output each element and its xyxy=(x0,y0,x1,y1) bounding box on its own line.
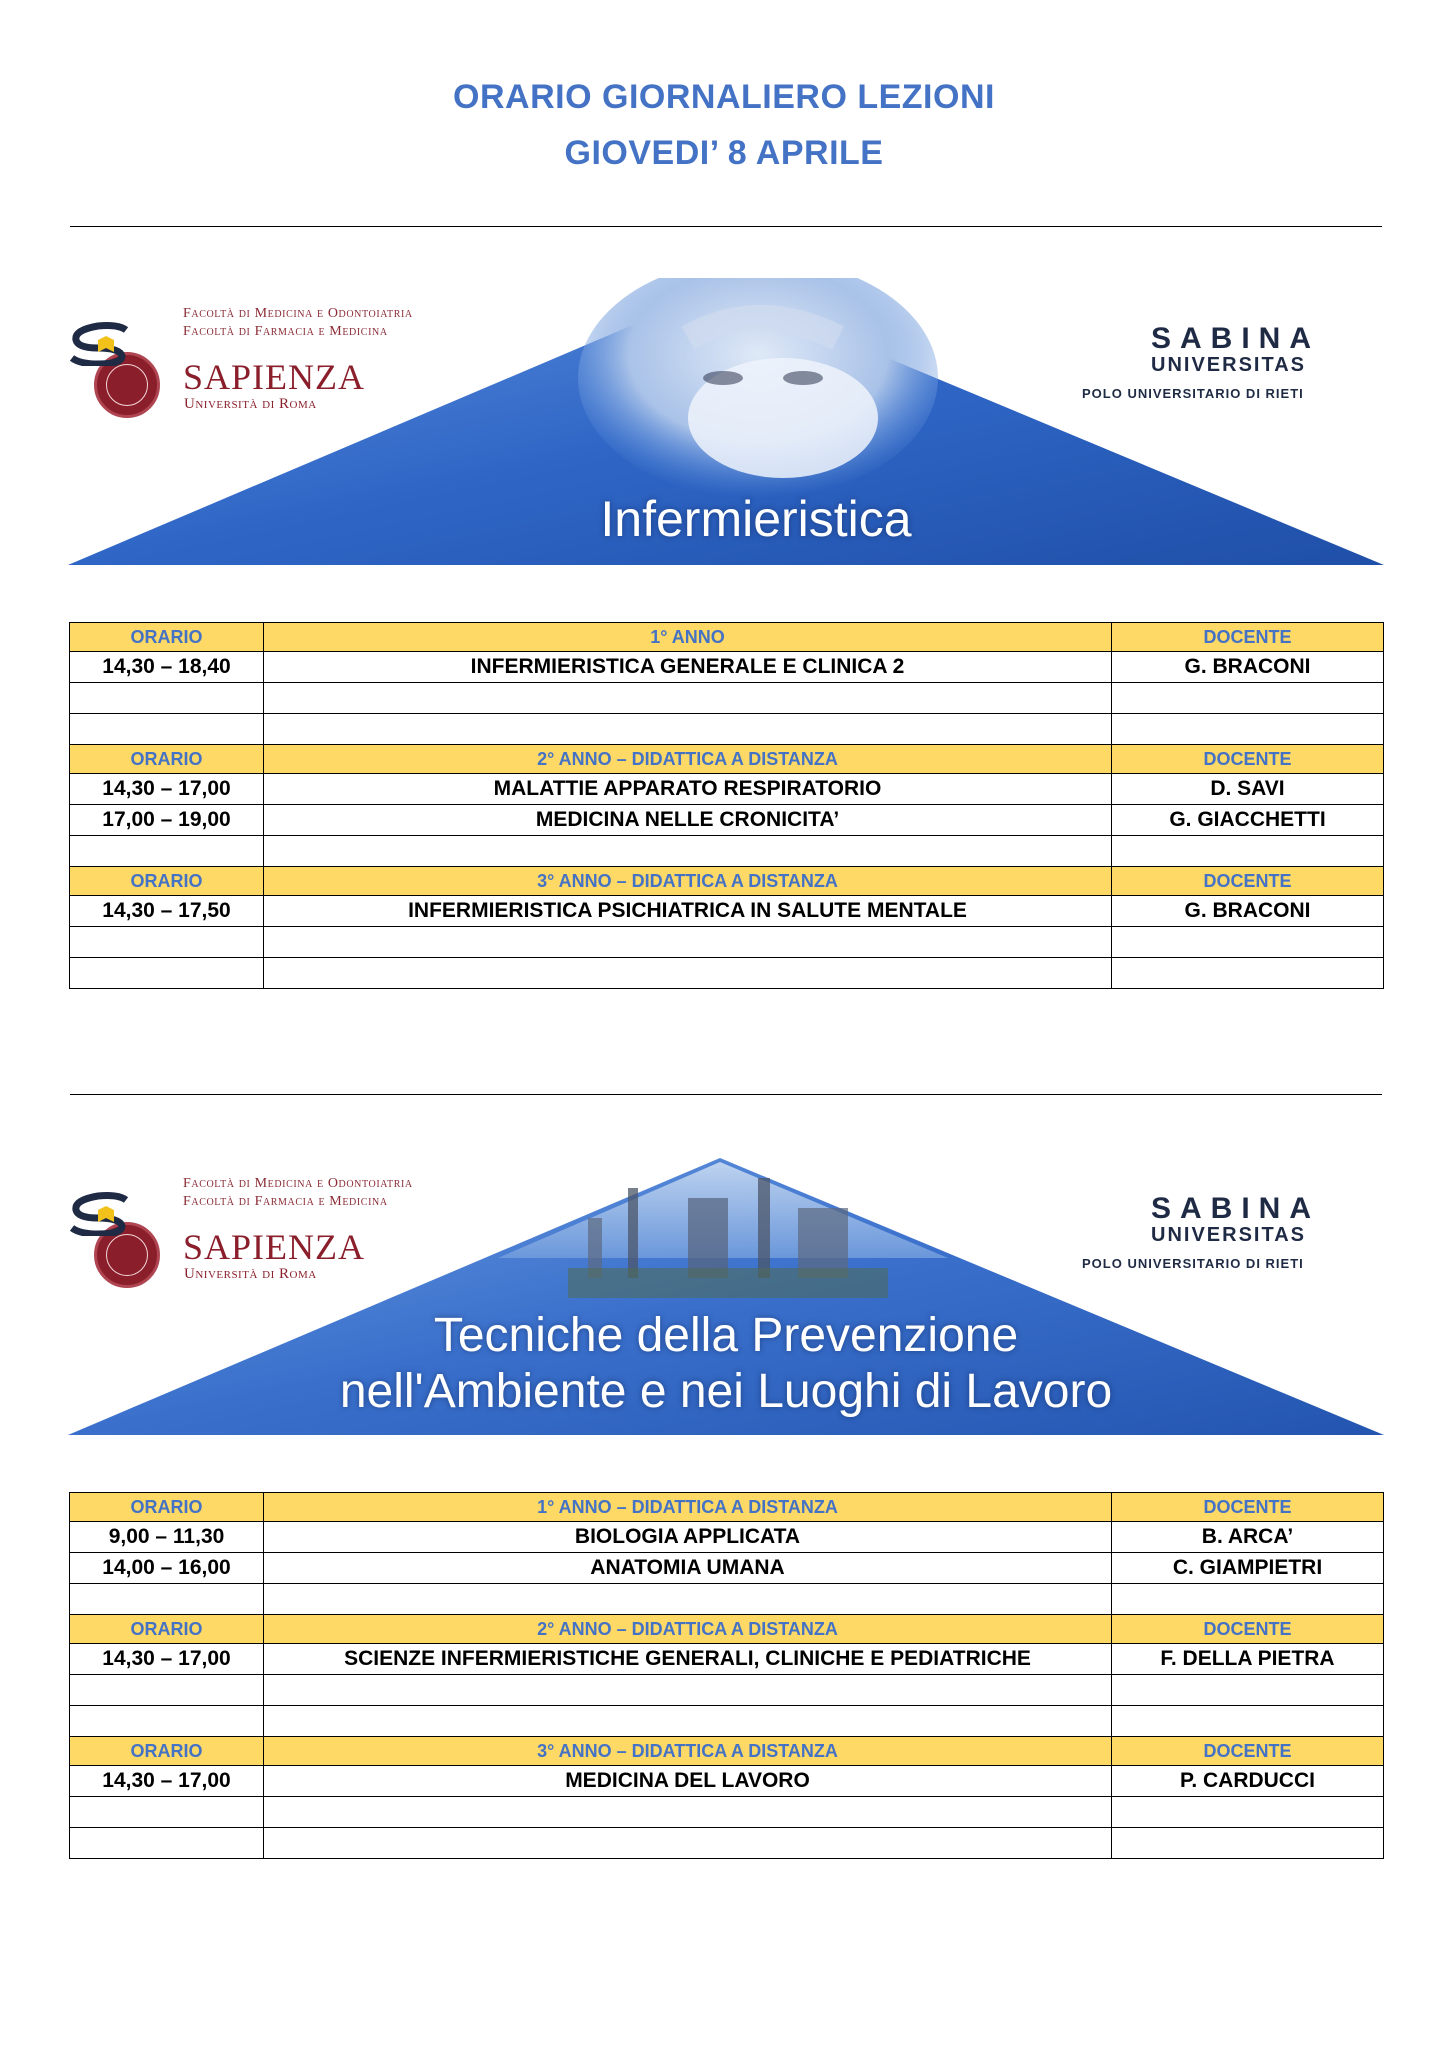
cell-time: 9,00 – 11,30 xyxy=(70,1522,264,1553)
cell-course: INFERMIERISTICA PSICHIATRICA IN SALUTE MENTALE xyxy=(264,896,1112,927)
table-row xyxy=(70,836,1384,867)
polo-text: POLO UNIVERSITARIO DI RIETI xyxy=(1082,386,1304,401)
header-time: ORARIO xyxy=(70,1737,264,1766)
cell-course: MEDICINA DEL LAVORO xyxy=(264,1766,1112,1797)
cell-course: ANATOMIA UMANA xyxy=(264,1553,1112,1584)
cell-course xyxy=(264,1675,1112,1706)
cell-teacher: G. BRACONI xyxy=(1112,896,1384,927)
header-time: ORARIO xyxy=(70,623,264,652)
cell-teacher xyxy=(1112,1675,1384,1706)
faculty-line-2: Facoltà di Farmacia e Medicina xyxy=(183,324,388,339)
course-banner-infermieristica xyxy=(68,278,1384,568)
cell-course xyxy=(264,1706,1112,1737)
cell-time xyxy=(70,1675,264,1706)
header-teacher: DOCENTE xyxy=(1112,1615,1384,1644)
divider xyxy=(70,226,1382,227)
schedule-table-infermieristica xyxy=(69,622,1384,989)
faculty-line-2: Facoltà di Farmacia e Medicina xyxy=(183,1194,388,1209)
cell-teacher xyxy=(1112,836,1384,867)
cell-time: 14,30 – 17,00 xyxy=(70,1766,264,1797)
header-course: 2° ANNO – DIDATTICA A DISTANZA xyxy=(264,745,1112,774)
cell-time xyxy=(70,1828,264,1859)
header-course: 1° ANNO – DIDATTICA A DISTANZA xyxy=(264,1493,1112,1522)
sapienza-subtitle: Università di Roma xyxy=(184,396,317,412)
cell-course xyxy=(264,683,1112,714)
table-row xyxy=(70,927,1384,958)
table-row xyxy=(70,1675,1384,1706)
cell-time: 14,30 – 18,40 xyxy=(70,652,264,683)
cell-course: BIOLOGIA APPLICATA xyxy=(264,1522,1112,1553)
cell-time: 14,00 – 16,00 xyxy=(70,1553,264,1584)
cell-time xyxy=(70,836,264,867)
header-teacher: DOCENTE xyxy=(1112,1737,1384,1766)
universitas-text: UNIVERSITAS xyxy=(1151,354,1306,376)
table-row xyxy=(70,1828,1384,1859)
cell-course: MEDICINA NELLE CRONICITA’ xyxy=(264,805,1112,836)
cell-teacher: P. CARDUCCI xyxy=(1112,1766,1384,1797)
table-header-row xyxy=(70,1615,1384,1644)
cell-time xyxy=(70,927,264,958)
sapienza-logo-text: SAPIENZA xyxy=(183,1227,366,1267)
page-date: GIOVEDI’ 8 APRILE xyxy=(564,134,884,172)
header-course: 3° ANNO – DIDATTICA A DISTANZA xyxy=(264,1737,1112,1766)
table-row xyxy=(70,714,1384,745)
cell-course: INFERMIERISTICA GENERALE E CLINICA 2 xyxy=(264,652,1112,683)
cell-course xyxy=(264,927,1112,958)
cell-time xyxy=(70,683,264,714)
table-row xyxy=(70,1644,1384,1675)
table-row xyxy=(70,1553,1384,1584)
course-title-line-2: nell'Ambiente e nei Luoghi di Lavoro xyxy=(339,1365,1113,1418)
header-teacher: DOCENTE xyxy=(1112,745,1384,774)
cell-teacher: D. SAVI xyxy=(1112,774,1384,805)
cell-teacher xyxy=(1112,1706,1384,1737)
table-row xyxy=(70,683,1384,714)
sabina-logo-icon xyxy=(68,322,132,366)
table-header-row xyxy=(70,745,1384,774)
cell-teacher xyxy=(1112,927,1384,958)
cell-teacher: G. BRACONI xyxy=(1112,652,1384,683)
cell-course xyxy=(264,1828,1112,1859)
polo-text: POLO UNIVERSITARIO DI RIETI xyxy=(1082,1256,1304,1271)
cell-course xyxy=(264,958,1112,989)
cell-time xyxy=(70,1584,264,1615)
header-teacher: DOCENTE xyxy=(1112,623,1384,652)
cell-time xyxy=(70,1706,264,1737)
cell-time xyxy=(70,958,264,989)
sabina-logo-text: SABINA xyxy=(1151,1192,1321,1225)
table-row xyxy=(70,896,1384,927)
course-title-line-1: Tecniche della Prevenzione xyxy=(433,1309,1019,1362)
cell-teacher xyxy=(1112,958,1384,989)
table-row xyxy=(70,652,1384,683)
table-header-row xyxy=(70,867,1384,896)
cell-course xyxy=(264,1584,1112,1615)
cell-course xyxy=(264,1797,1112,1828)
sabina-logo-text: SABINA xyxy=(1151,322,1321,355)
cell-teacher xyxy=(1112,1828,1384,1859)
cell-teacher xyxy=(1112,683,1384,714)
cell-time xyxy=(70,1797,264,1828)
cell-teacher: C. GIAMPIETRI xyxy=(1112,1553,1384,1584)
course-title: Infermieristica xyxy=(600,491,912,547)
sapienza-logo-text: SAPIENZA xyxy=(183,357,366,397)
universitas-text: UNIVERSITAS xyxy=(1151,1224,1306,1246)
cell-time: 17,00 – 19,00 xyxy=(70,805,264,836)
cell-course xyxy=(264,714,1112,745)
cell-teacher: G. GIACCHETTI xyxy=(1112,805,1384,836)
divider xyxy=(70,1094,1382,1095)
header-teacher: DOCENTE xyxy=(1112,867,1384,896)
table-row xyxy=(70,805,1384,836)
header-time: ORARIO xyxy=(70,1493,264,1522)
cell-course: SCIENZE INFERMIERISTICHE GENERALI, CLINICHE E PEDIATRICHE xyxy=(264,1644,1112,1675)
cell-course xyxy=(264,836,1112,867)
faculty-line-1: Facoltà di Medicina e Odontoiatria xyxy=(183,1176,413,1191)
table-header-row xyxy=(70,1737,1384,1766)
header-course: 3° ANNO – DIDATTICA A DISTANZA xyxy=(264,867,1112,896)
header-time: ORARIO xyxy=(70,867,264,896)
cell-time: 14,30 – 17,00 xyxy=(70,774,264,805)
cell-course: MALATTIE APPARATO RESPIRATORIO xyxy=(264,774,1112,805)
table-row xyxy=(70,958,1384,989)
cell-teacher: B. ARCA’ xyxy=(1112,1522,1384,1553)
header-course: 1° ANNO xyxy=(264,623,1112,652)
sabina-logo-icon xyxy=(68,1192,132,1236)
table-row xyxy=(70,1706,1384,1737)
page-title: ORARIO GIORNALIERO LEZIONI xyxy=(453,78,995,116)
schedule-table-prevenzione xyxy=(69,1492,1384,1859)
cell-teacher xyxy=(1112,1584,1384,1615)
sapienza-subtitle: Università di Roma xyxy=(184,1266,317,1282)
table-header-row xyxy=(70,623,1384,652)
table-row xyxy=(70,774,1384,805)
table-row xyxy=(70,1522,1384,1553)
course-banner-prevenzione xyxy=(68,1148,1384,1438)
cell-teacher: F. DELLA PIETRA xyxy=(1112,1644,1384,1675)
header-time: ORARIO xyxy=(70,745,264,774)
table-row xyxy=(70,1766,1384,1797)
header-time: ORARIO xyxy=(70,1615,264,1644)
table-row xyxy=(70,1584,1384,1615)
cell-teacher xyxy=(1112,1797,1384,1828)
cell-time: 14,30 – 17,50 xyxy=(70,896,264,927)
table-row xyxy=(70,1797,1384,1828)
cell-time xyxy=(70,714,264,745)
faculty-line-1: Facoltà di Medicina e Odontoiatria xyxy=(183,306,413,321)
header-course: 2° ANNO – DIDATTICA A DISTANZA xyxy=(264,1615,1112,1644)
table-header-row xyxy=(70,1493,1384,1522)
cell-teacher xyxy=(1112,714,1384,745)
header-teacher: DOCENTE xyxy=(1112,1493,1384,1522)
cell-time: 14,30 – 17,00 xyxy=(70,1644,264,1675)
